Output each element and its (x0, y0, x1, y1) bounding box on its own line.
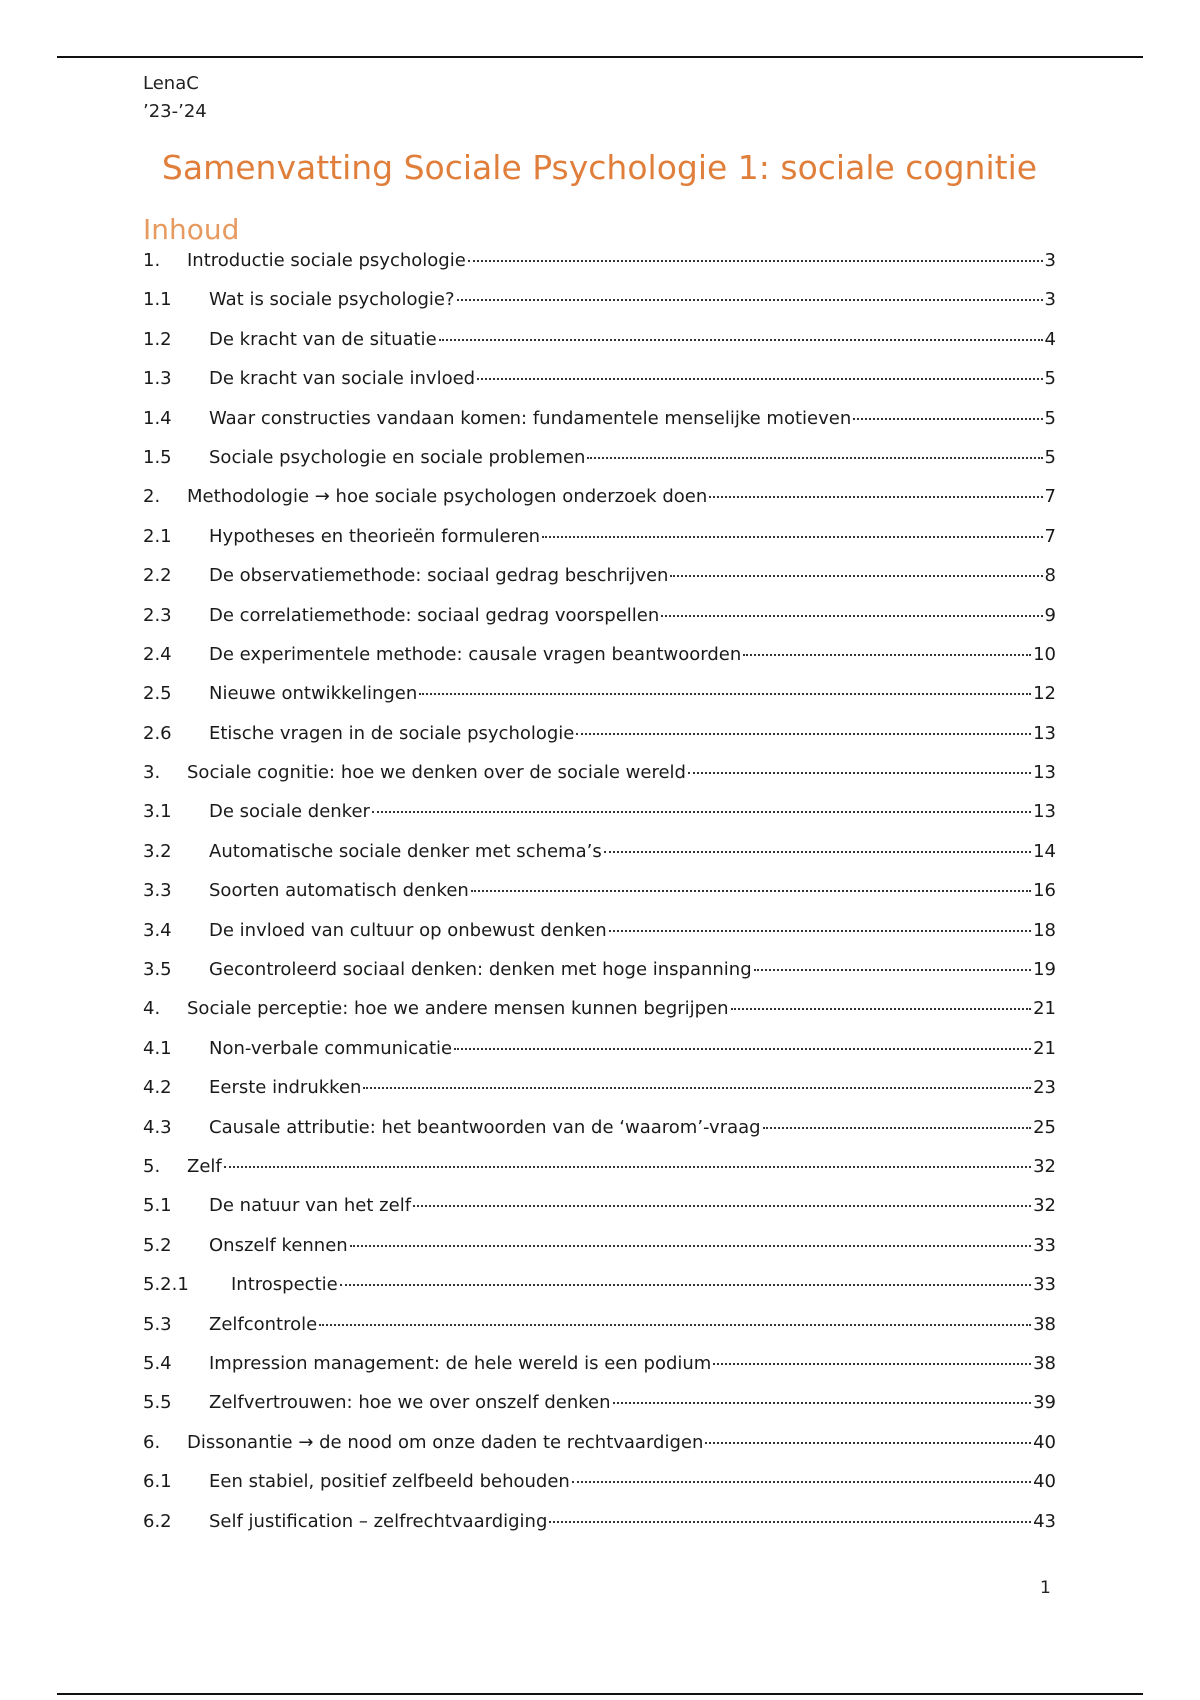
table-of-contents (143, 250, 1056, 1550)
toc-entry-label: Causale attributie: het beantwoorden van de ‘waarom’-vraag (209, 1116, 761, 1138)
toc-entry-label: Dissonantie → de nood om onze daden te rechtvaardigen (187, 1431, 704, 1453)
toc-entry-number: 5. (143, 1155, 161, 1177)
toc-entry-label: Impression management: de hele wereld is een podium (209, 1352, 712, 1374)
toc-entry-page: 19 (1033, 959, 1056, 981)
toc-dot-leader (670, 574, 1042, 577)
toc-dot-leader (613, 1401, 1032, 1404)
toc-dot-leader (763, 1126, 1032, 1129)
toc-entry-number: 5.2.1 (143, 1274, 189, 1296)
toc-dot-leader (319, 1323, 1031, 1326)
toc-entry-number: 1.2 (143, 328, 172, 350)
toc-entry-number: 5.2 (143, 1234, 172, 1256)
document-title: Samenvatting Sociale Psychologie 1: sociale cognitie (161, 148, 1038, 187)
toc-entry[interactable] (143, 1274, 1056, 1313)
toc-entry[interactable] (143, 1511, 1056, 1550)
toc-entry-label: Non-verbale communicatie (209, 1037, 453, 1059)
toc-entry-number: 2.1 (143, 525, 172, 547)
toc-dot-leader (705, 1441, 1031, 1444)
toc-dot-leader (471, 889, 1031, 892)
toc-entry-page: 13 (1033, 722, 1056, 744)
toc-entry-label: Introspectie (231, 1274, 338, 1296)
toc-entry-page: 33 (1033, 1234, 1056, 1256)
toc-entry-label: Waar constructies vandaan komen: fundamentele menselijke motieven (209, 407, 852, 429)
toc-entry-page: 8 (1044, 565, 1056, 587)
toc-dot-leader (754, 968, 1031, 971)
toc-dot-leader (363, 1086, 1031, 1089)
toc-entry-label: Introductie sociale psychologie (187, 250, 466, 271)
toc-entry-page: 5 (1044, 368, 1056, 390)
toc-entry-number: 4.1 (143, 1037, 172, 1059)
toc-entry-label: Wat is sociale psychologie? (209, 289, 455, 311)
toc-entry-number: 4. (143, 998, 161, 1020)
top-rule (57, 56, 1143, 58)
toc-entry-page: 40 (1033, 1471, 1056, 1493)
toc-entry[interactable] (143, 920, 1056, 959)
toc-entry-number: 2.6 (143, 722, 172, 744)
toc-entry-number: 6. (143, 1431, 161, 1453)
toc-entry-page: 16 (1033, 880, 1056, 902)
toc-entry-number: 3. (143, 762, 161, 784)
toc-entry-page: 10 (1033, 643, 1056, 665)
toc-entry-label: Gecontroleerd sociaal denken: denken met hoge inspanning (209, 959, 752, 981)
toc-entry-number: 1.1 (143, 289, 172, 311)
toc-entry-label: Soorten automatisch denken (209, 880, 469, 902)
toc-entry-label: Een stabiel, positief zelfbeeld behouden (209, 1471, 570, 1493)
toc-entry-label: Sociale perceptie: hoe we andere mensen kunnen begrijpen (187, 998, 729, 1020)
toc-entry-label: Zelfcontrole (209, 1313, 318, 1335)
toc-entry[interactable] (143, 250, 1056, 289)
toc-entry-number: 2.3 (143, 604, 172, 626)
toc-entry[interactable] (143, 289, 1056, 328)
toc-entry-label: De kracht van de situatie (209, 328, 437, 350)
toc-entry-number: 2.5 (143, 683, 172, 705)
toc-entry[interactable] (143, 723, 1056, 762)
toc-dot-leader (439, 338, 1043, 341)
toc-dot-leader (340, 1283, 1031, 1286)
toc-entry-label: Automatische sociale denker met schema’s (209, 840, 602, 862)
toc-entry-label: Nieuwe ontwikkelingen (209, 683, 418, 705)
toc-entry-page: 7 (1044, 486, 1056, 508)
toc-dot-leader (224, 1165, 1031, 1168)
toc-dot-leader (372, 810, 1031, 813)
toc-entry-number: 3.4 (143, 919, 172, 941)
toc-dot-leader (454, 1047, 1031, 1050)
toc-entry[interactable] (143, 998, 1056, 1037)
toc-entry[interactable] (143, 841, 1056, 880)
toc-entry[interactable] (143, 486, 1056, 525)
toc-entry[interactable] (143, 1117, 1056, 1156)
toc-entry[interactable] (143, 1471, 1056, 1510)
toc-entry-label: Etische vragen in de sociale psychologie (209, 722, 575, 744)
toc-entry-page: 3 (1044, 289, 1056, 311)
toc-entry[interactable] (143, 801, 1056, 840)
toc-entry-page: 13 (1033, 762, 1056, 784)
toc-entry[interactable] (143, 644, 1056, 683)
toc-entry-number: 5.5 (143, 1392, 172, 1414)
toc-dot-leader (350, 1244, 1031, 1247)
author-name: LenaC (143, 73, 199, 94)
toc-entry-page: 3 (1044, 250, 1056, 271)
toc-entry-page: 23 (1033, 1077, 1056, 1099)
toc-entry-number: 5.1 (143, 1195, 172, 1217)
toc-entry-page: 39 (1033, 1392, 1056, 1414)
toc-dot-leader (853, 417, 1042, 420)
toc-entry[interactable] (143, 683, 1056, 722)
toc-entry-page: 4 (1044, 328, 1056, 350)
toc-entry-label: De sociale denker (209, 801, 370, 823)
toc-dot-leader (709, 495, 1042, 498)
toc-dot-leader (413, 1204, 1031, 1207)
toc-entry-number: 2. (143, 486, 161, 508)
toc-entry-number: 4.3 (143, 1116, 172, 1138)
toc-entry[interactable] (143, 447, 1056, 486)
toc-entry[interactable] (143, 1156, 1056, 1195)
toc-entry-number: 1. (143, 250, 161, 271)
toc-entry-label: De correlatiemethode: sociaal gedrag voorspellen (209, 604, 660, 626)
toc-entry-number: 1.4 (143, 407, 172, 429)
toc-dot-leader (604, 850, 1031, 853)
toc-dot-leader (688, 771, 1031, 774)
toc-entry[interactable] (143, 605, 1056, 644)
toc-entry-page: 7 (1044, 525, 1056, 547)
toc-entry-number: 2.2 (143, 565, 172, 587)
toc-dot-leader (576, 732, 1031, 735)
toc-entry[interactable] (143, 329, 1056, 368)
toc-entry-number: 2.4 (143, 643, 172, 665)
toc-entry-label: Hypotheses en theorieën formuleren (209, 525, 541, 547)
toc-dot-leader (572, 1480, 1031, 1483)
toc-entry-label: Sociale psychologie en sociale problemen (209, 446, 586, 468)
toc-entry[interactable] (143, 1314, 1056, 1353)
toc-entry[interactable] (143, 526, 1056, 565)
toc-entry[interactable] (143, 959, 1056, 998)
toc-entry-number: 1.5 (143, 446, 172, 468)
toc-entry-page: 25 (1033, 1116, 1056, 1138)
toc-entry-label: De natuur van het zelf (209, 1195, 412, 1217)
toc-entry-number: 6.1 (143, 1471, 172, 1493)
toc-entry-number: 3.5 (143, 959, 172, 981)
toc-entry-number: 1.3 (143, 368, 172, 390)
toc-entry-page: 9 (1044, 604, 1056, 626)
toc-entry[interactable] (143, 762, 1056, 801)
toc-entry[interactable] (143, 368, 1056, 407)
toc-entry-number: 5.4 (143, 1352, 172, 1374)
toc-dot-leader (549, 1520, 1031, 1523)
toc-entry-page: 40 (1033, 1431, 1056, 1453)
toc-dot-leader (419, 692, 1031, 695)
academic-year: ’23-’24 (143, 101, 207, 122)
toc-entry[interactable] (143, 1235, 1056, 1274)
toc-entry-label: Sociale cognitie: hoe we denken over de sociale wereld (187, 762, 686, 784)
toc-entry-number: 3.1 (143, 801, 172, 823)
toc-entry-label: De kracht van sociale invloed (209, 368, 476, 390)
toc-entry[interactable] (143, 1392, 1056, 1431)
toc-entry-page: 14 (1033, 840, 1056, 862)
toc-entry-page: 32 (1033, 1195, 1056, 1217)
toc-entry[interactable] (143, 1077, 1056, 1116)
toc-dot-leader (587, 456, 1042, 459)
toc-entry-page: 43 (1033, 1510, 1056, 1532)
page-number: 1 (1040, 1578, 1051, 1598)
toc-entry-page: 5 (1044, 446, 1056, 468)
toc-dot-leader (661, 614, 1042, 617)
toc-entry-page: 5 (1044, 407, 1056, 429)
toc-entry-page: 21 (1033, 998, 1056, 1020)
toc-entry-page: 18 (1033, 919, 1056, 941)
toc-dot-leader (477, 377, 1042, 380)
toc-entry[interactable] (143, 1353, 1056, 1392)
toc-dot-leader (609, 929, 1031, 932)
toc-entry-page: 32 (1033, 1155, 1056, 1177)
bottom-rule (57, 1693, 1143, 1695)
toc-entry-number: 5.3 (143, 1313, 172, 1335)
toc-entry-label: De observatiemethode: sociaal gedrag beschrijven (209, 565, 669, 587)
document-page (143, 70, 1056, 1550)
toc-dot-leader (713, 1362, 1031, 1365)
toc-entry[interactable] (143, 1195, 1056, 1234)
toc-entry-label: Self justification – zelfrechtvaardiging (209, 1510, 548, 1532)
toc-entry-label: Onszelf kennen (209, 1234, 348, 1256)
toc-entry-page: 38 (1033, 1313, 1056, 1335)
toc-dot-leader (743, 653, 1031, 656)
toc-entry-label: Methodologie → hoe sociale psychologen onderzoek doen (187, 486, 708, 508)
toc-entry-page: 33 (1033, 1274, 1056, 1296)
toc-entry[interactable] (143, 565, 1056, 604)
toc-entry[interactable] (143, 408, 1056, 447)
toc-entry-number: 4.2 (143, 1077, 172, 1099)
toc-dot-leader (542, 535, 1042, 538)
toc-entry-page: 21 (1033, 1037, 1056, 1059)
toc-entry-page: 12 (1033, 683, 1056, 705)
toc-entry-label: De experimentele methode: causale vragen beantwoorden (209, 643, 742, 665)
toc-entry-number: 6.2 (143, 1510, 172, 1532)
toc-dot-leader (731, 1007, 1032, 1010)
toc-entry-label: De invloed van cultuur op onbewust denken (209, 919, 607, 941)
toc-dot-leader (468, 259, 1043, 262)
toc-dot-leader (457, 298, 1043, 301)
toc-entry[interactable] (143, 880, 1056, 919)
toc-entry[interactable] (143, 1432, 1056, 1471)
toc-entry[interactable] (143, 1038, 1056, 1077)
toc-entry-page: 38 (1033, 1352, 1056, 1374)
toc-entry-page: 13 (1033, 801, 1056, 823)
toc-entry-label: Zelfvertrouwen: hoe we over onszelf denken (209, 1392, 611, 1414)
toc-entry-number: 3.3 (143, 880, 172, 902)
toc-entry-number: 3.2 (143, 840, 172, 862)
toc-heading: Inhoud (143, 213, 240, 246)
toc-entry-label: Eerste indrukken (209, 1077, 362, 1099)
toc-entry-label: Zelf (187, 1155, 222, 1177)
